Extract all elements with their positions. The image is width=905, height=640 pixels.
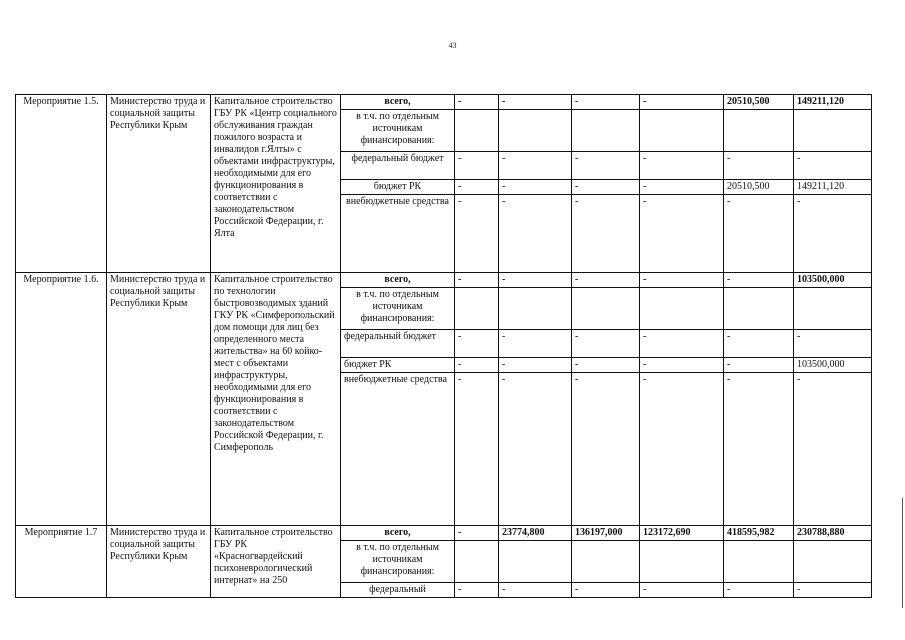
amount-cell: - — [724, 358, 794, 373]
amount-cell: - — [724, 583, 794, 598]
amount-cell: - — [640, 273, 724, 288]
amount-cell: 230788,880 — [794, 526, 872, 541]
funding-source-cell: бюджет РК — [341, 358, 455, 373]
amount-cell: - — [455, 526, 499, 541]
funding-source-cell: в т.ч. по отдельным источникам финансирования: — [341, 110, 455, 152]
amount-cell: - — [640, 180, 724, 195]
amount-cell: - — [499, 373, 572, 526]
amount-cell: - — [572, 152, 640, 180]
amount-cell: - — [724, 152, 794, 180]
responsible-ministry-cell: Министерство труда и социальной защиты Республики Крым — [107, 273, 211, 526]
funding-source-cell: всего, — [341, 526, 455, 541]
amount-cell: - — [572, 273, 640, 288]
amount-cell — [499, 541, 572, 583]
amount-cell — [724, 541, 794, 583]
amount-cell: - — [794, 195, 872, 273]
amount-cell — [724, 110, 794, 152]
amount-cell: 149211,120 — [794, 180, 872, 195]
funding-source-cell: в т.ч. по отдельным источникам финансирования: — [341, 288, 455, 330]
amount-cell: - — [724, 330, 794, 358]
amount-cell: 123172,690 — [640, 526, 724, 541]
amount-cell: - — [455, 195, 499, 273]
amount-cell — [572, 110, 640, 152]
amount-cell: - — [794, 330, 872, 358]
amount-cell: - — [455, 373, 499, 526]
amount-cell — [499, 288, 572, 330]
amount-cell: - — [499, 583, 572, 598]
margin-line — [902, 498, 903, 608]
amount-cell: - — [455, 330, 499, 358]
amount-cell: 20510,500 — [724, 180, 794, 195]
amount-cell: - — [640, 583, 724, 598]
measure-description-cell: Капитальное строительство ГБУ РК «Центр социального обслуживания граждан пожилого возраста и инвалидов г.Ялты» с объектами инфраструктуры, необходимыми для его функционирования в соответствии с законодательством Российской Федерации, г. Ялта — [211, 95, 341, 273]
amount-cell: 149211,120 — [794, 95, 872, 110]
amount-cell: - — [640, 195, 724, 273]
amount-cell: 20510,500 — [724, 95, 794, 110]
amount-cell — [794, 541, 872, 583]
funding-source-cell: всего, — [341, 273, 455, 288]
amount-cell: - — [572, 583, 640, 598]
amount-cell: - — [455, 180, 499, 195]
table-row — [16, 526, 872, 541]
amount-cell — [794, 110, 872, 152]
responsible-ministry-cell: Министерство труда и социальной защиты Республики Крым — [107, 526, 211, 598]
amount-cell — [572, 288, 640, 330]
page-number: 43 — [448, 41, 457, 50]
amount-cell: - — [499, 330, 572, 358]
amount-cell: - — [499, 95, 572, 110]
amount-cell: - — [499, 195, 572, 273]
amount-cell — [640, 110, 724, 152]
amount-cell: - — [499, 273, 572, 288]
table-row — [16, 273, 872, 288]
financing-table — [15, 94, 872, 598]
funding-source-cell: внебюджетные средства — [341, 195, 455, 273]
funding-source-cell: бюджет РК — [341, 180, 455, 195]
table-row — [16, 95, 872, 110]
amount-cell: - — [572, 195, 640, 273]
amount-cell: - — [640, 373, 724, 526]
funding-source-cell: федеральный бюджет — [341, 152, 455, 180]
responsible-ministry-cell: Министерство труда и социальной защиты Республики Крым — [107, 95, 211, 273]
amount-cell — [794, 288, 872, 330]
amount-cell: - — [455, 358, 499, 373]
amount-cell: - — [499, 180, 572, 195]
measure-number-cell: Мероприятие 1.7 — [16, 526, 107, 598]
amount-cell — [640, 541, 724, 583]
amount-cell: - — [572, 358, 640, 373]
amount-cell: - — [455, 152, 499, 180]
amount-cell: - — [724, 273, 794, 288]
amount-cell: - — [794, 152, 872, 180]
amount-cell: 418595,982 — [724, 526, 794, 541]
amount-cell: - — [455, 583, 499, 598]
amount-cell: - — [572, 373, 640, 526]
amount-cell: - — [640, 152, 724, 180]
amount-cell: - — [499, 152, 572, 180]
funding-source-cell: внебюджетные средства — [341, 373, 455, 526]
amount-cell: 136197,000 — [572, 526, 640, 541]
amount-cell: 23774,800 — [499, 526, 572, 541]
amount-cell: - — [572, 180, 640, 195]
amount-cell: - — [640, 95, 724, 110]
amount-cell: - — [724, 373, 794, 526]
amount-cell — [724, 288, 794, 330]
amount-cell: - — [794, 373, 872, 526]
measure-number-cell: Мероприятие 1.6. — [16, 273, 107, 526]
amount-cell — [455, 110, 499, 152]
funding-source-cell: федеральный — [341, 583, 455, 598]
funding-source-cell: всего, — [341, 95, 455, 110]
amount-cell: - — [572, 95, 640, 110]
amount-cell: - — [455, 273, 499, 288]
amount-cell — [640, 288, 724, 330]
amount-cell: - — [572, 330, 640, 358]
amount-cell: - — [499, 358, 572, 373]
amount-cell: - — [724, 195, 794, 273]
amount-cell: - — [794, 583, 872, 598]
measure-number-cell: Мероприятие 1.5. — [16, 95, 107, 273]
measure-description-cell: Капитальное строительство ГБУ РК «Красногвардейский психоневрологический интернат» на 250 — [211, 526, 341, 598]
amount-cell: - — [640, 330, 724, 358]
amount-cell: - — [640, 358, 724, 373]
amount-cell — [572, 541, 640, 583]
funding-source-cell: в т.ч. по отдельным источникам финансирования: — [341, 541, 455, 583]
amount-cell — [455, 288, 499, 330]
funding-source-cell: федеральный бюджет — [341, 330, 455, 358]
amount-cell: 103500,000 — [794, 273, 872, 288]
measure-description-cell: Капитальное строительство по технологии быстровозводимых зданий ГКУ РК «Симферопольский дом помощи для лиц без определенного места жительства» на 60 койко-мест с объектами инфраструктуры, необходимыми для его функционирования в соответствии с законодательством Российской Федерации, г. Симферополь — [211, 273, 341, 526]
amount-cell — [499, 110, 572, 152]
amount-cell: 103500,000 — [794, 358, 872, 373]
amount-cell: - — [455, 95, 499, 110]
amount-cell — [455, 541, 499, 583]
